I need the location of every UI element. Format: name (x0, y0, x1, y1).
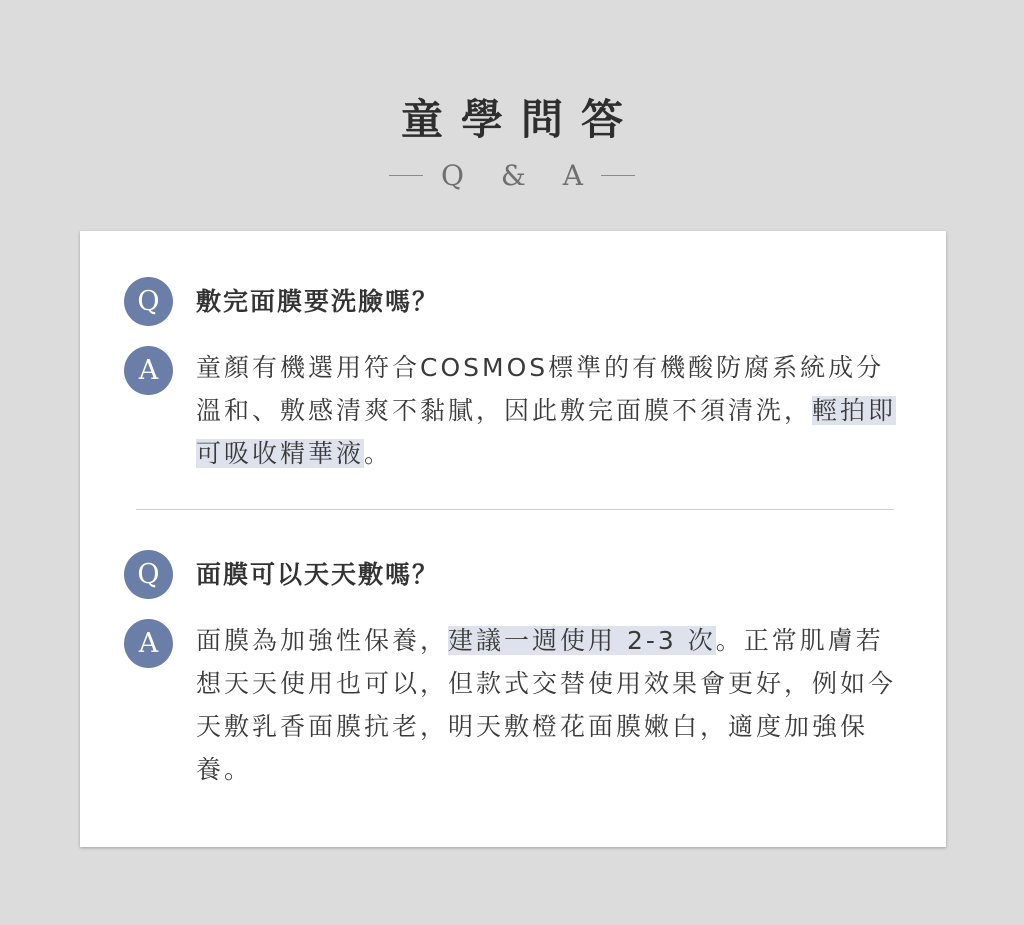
answer-row (124, 346, 904, 475)
answer-text-part: 童顏有機選用符合COSMOS標準的有機酸防腐系統成分溫和、敷感清爽不黏膩，因此敷完面膜不須清洗， (196, 353, 885, 425)
question-badge: Q (124, 550, 173, 599)
answer-text (196, 346, 904, 475)
answer-badge: A (124, 346, 173, 395)
qa-item (124, 550, 904, 791)
answer-badge: A (124, 619, 173, 668)
page-title: 童學問答 (400, 95, 641, 144)
answer-row (124, 619, 904, 791)
subtitle-text: Q & A (441, 158, 597, 192)
question-row (124, 277, 904, 326)
divider (136, 509, 894, 510)
answer-text-part: 面膜為加強性保養， (196, 626, 449, 655)
answer-highlight: 輕拍即可吸收精華液 (196, 396, 897, 468)
subtitle-left-rule (389, 175, 423, 176)
question-row (124, 550, 904, 599)
subtitle-right-rule (601, 175, 635, 176)
question-text: 面膜可以天天敷嗎？ (196, 560, 440, 589)
qa-card (80, 231, 946, 847)
answer-text-part: 。 (364, 439, 393, 468)
question-text: 敷完面膜要洗臉嗎？ (196, 287, 440, 316)
answer-highlight: 建議一週使用 2-3 次 (448, 626, 716, 655)
answer-text-part: 。正常肌膚若想天天使用也可以，但款式交替使用效果會更好，例如今天敷乳香面膜抗老，明天敷橙花面膜嫩白，適度加強保養。 (196, 626, 897, 784)
answer-text (196, 619, 904, 791)
question-badge: Q (124, 277, 173, 326)
subtitle (0, 158, 1024, 192)
qa-item (124, 277, 904, 475)
